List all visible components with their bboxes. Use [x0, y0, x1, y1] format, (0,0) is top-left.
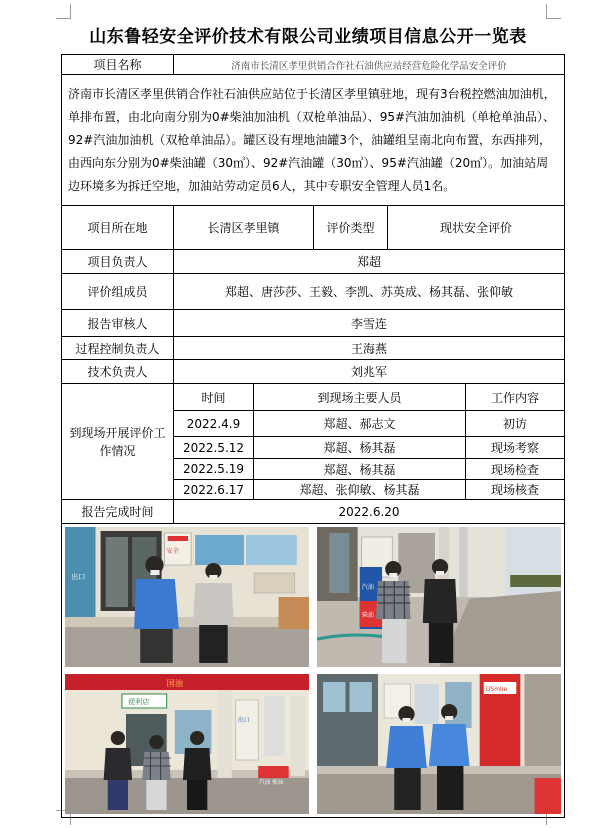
tech-value: 刘兆军 — [174, 360, 565, 384]
site-photo-3 — [65, 674, 309, 814]
photo-1-sign-exit: 出口 — [71, 572, 86, 581]
site-photo-2 — [317, 527, 561, 667]
site-row-people: 郑超、张仰敏、杨其磊 — [254, 480, 466, 500]
photo-grid — [65, 527, 561, 814]
location-value: 长清区孝里镇 — [174, 206, 314, 250]
row-controller — [62, 337, 565, 360]
document-title: 山东鲁轻安全评价技术有限公司业绩项目信息公开一览表 — [89, 27, 527, 47]
crop-mark-top-left — [56, 4, 71, 19]
members-value: 郑超、唐莎莎、王毅、李凯、苏英成、杨其磊、张仰敏 — [174, 274, 565, 310]
site-photo-1 — [65, 527, 309, 667]
photo-3-sign-brand: 国油 — [166, 679, 183, 688]
site-work-label: 到现场开展评价工作情况 — [62, 384, 174, 500]
site-row-work: 现场考察 — [466, 437, 565, 459]
leader-label: 项目负责人 — [62, 250, 174, 274]
project-name-label: 项目名称 — [62, 55, 174, 75]
completion-label: 报告完成时间 — [62, 500, 174, 524]
site-header-work: 工作内容 — [466, 384, 565, 411]
reviewer-label: 报告审核人 — [62, 310, 174, 337]
site-row-people: 郑超、郝志文 — [254, 411, 466, 437]
site-header-row — [62, 384, 565, 411]
tech-label: 技术负责人 — [62, 360, 174, 384]
site-row-date: 2022.6.17 — [174, 480, 254, 500]
site-row-date: 2022.4.9 — [174, 411, 254, 437]
controller-value: 王海燕 — [174, 337, 565, 360]
eval-type-label: 评价类型 — [314, 206, 388, 250]
members-label: 评价组成员 — [62, 274, 174, 310]
site-header-people: 到现场主要人员 — [254, 384, 466, 411]
project-name-value: 济南市长清区孝里供销合作社石油供应站经营危险化学品安全评价 — [174, 55, 565, 75]
site-header-date: 时间 — [174, 384, 254, 411]
project-info-table — [61, 54, 565, 818]
photo-3-sign-exit: 出口 — [237, 717, 251, 724]
photo-4-sign-brand: USmile — [485, 686, 508, 693]
photo-3-sign-store: 便利店 — [128, 697, 150, 706]
photo-2-sign-diesel: 柴油 — [361, 612, 374, 619]
row-project-name — [62, 55, 565, 75]
site-photo-1-image — [65, 527, 309, 667]
site-row-work: 初访 — [466, 411, 565, 437]
row-completion — [62, 500, 565, 524]
photo-2-sign-gasoline: 汽油 — [361, 584, 374, 591]
site-row-work: 现场检查 — [466, 459, 565, 480]
site-row-people: 郑超、杨其磊 — [254, 437, 466, 459]
photo-1-sign-safety: 安全 — [166, 548, 179, 555]
controller-label: 过程控制负责人 — [62, 337, 174, 360]
site-photo-4-image — [317, 674, 561, 814]
reviewer-value: 李雪连 — [174, 310, 565, 337]
row-photos — [62, 524, 565, 818]
project-description: 济南市长清区孝里供销合作社石油供应站位于长清区孝里镇驻地，现有3台税控燃油加油机，单排布置，由北向南分别为0#柴油加油机（双枪单油品）、95#汽油加油机（单枪单油品）、92#汽油加油机（双枪单油品）。罐区设有埋地油罐3个，油罐组呈南北向布置，东西排列，由西向东分别为0#柴油罐（30㎥）、92#汽油罐（30㎥）、95#汽油罐（20㎥）。加油站周边环境多为拆迁空地，加油站劳动定员6人，其中专职安全管理人员1名。 — [62, 75, 565, 206]
site-row-work: 现场核查 — [466, 480, 565, 500]
site-row-date: 2022.5.12 — [174, 437, 254, 459]
completion-value: 2022.6.20 — [174, 500, 565, 524]
site-photo-2-image — [317, 527, 561, 667]
row-description — [62, 75, 565, 206]
site-photo-4 — [317, 674, 561, 814]
site-photo-3-image — [65, 674, 309, 814]
row-tech — [62, 360, 565, 384]
photo-cell — [62, 524, 565, 818]
row-reviewer — [62, 310, 565, 337]
photo-3-sign-fuel: 汽油 柴油 — [259, 780, 284, 786]
site-row-people: 郑超、杨其磊 — [254, 459, 466, 480]
site-row-date: 2022.5.19 — [174, 459, 254, 480]
eval-type-value: 现状安全评价 — [388, 206, 565, 250]
row-location — [62, 206, 565, 250]
location-label: 项目所在地 — [62, 206, 174, 250]
crop-mark-top-right — [546, 4, 561, 19]
leader-value: 郑超 — [174, 250, 565, 274]
row-members — [62, 274, 565, 310]
row-leader — [62, 250, 565, 274]
